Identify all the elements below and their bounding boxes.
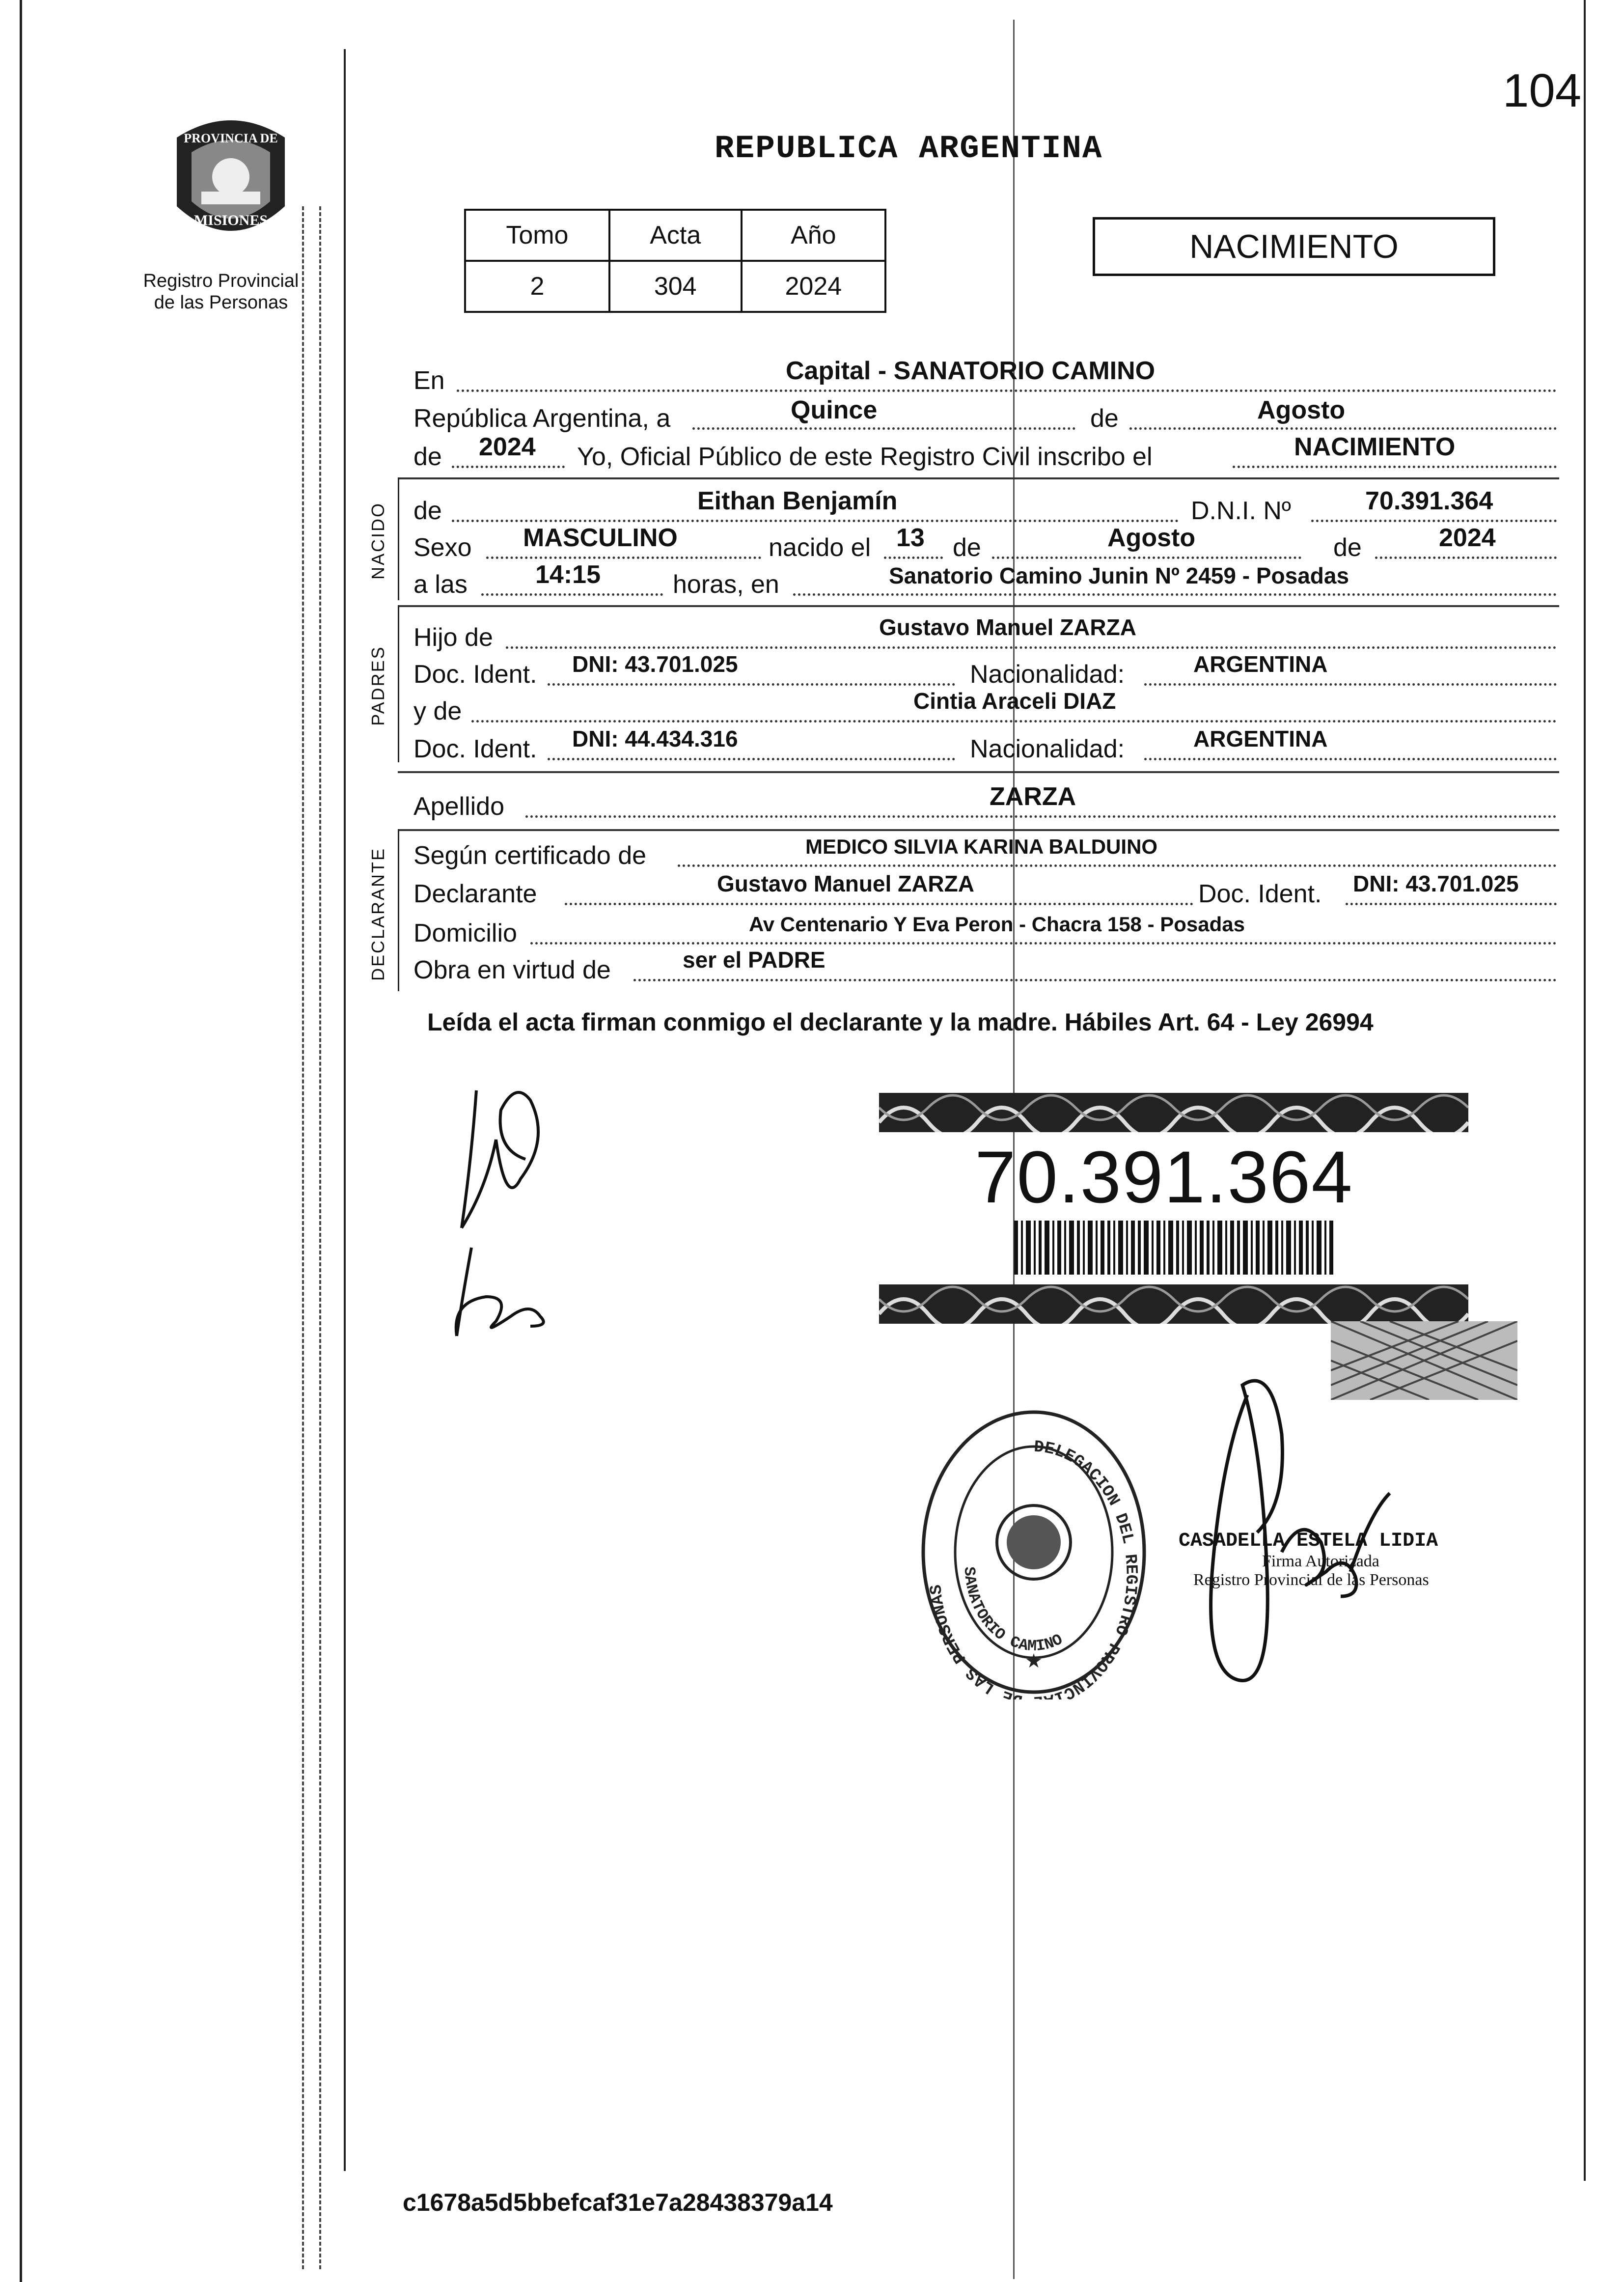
name-dots: [452, 520, 1179, 522]
acta-value-ano: 2024: [742, 261, 885, 312]
domicilio-label: Domicilio: [413, 919, 517, 947]
father-doc-value: DNI: 43.701.025: [572, 651, 738, 677]
scan-dash-1: [302, 206, 304, 2269]
father-dots: [506, 646, 1557, 649]
registry-line-1: Registro Provincial: [143, 271, 299, 291]
country-title: REPUBLICA ARGENTINA: [715, 130, 1103, 167]
stamp-ring-text: DELEGACION DEL REGISTRO PROVINCIA DE LAS PERSONAS: [927, 1438, 1140, 1699]
act-value: NACIMIENTO: [1294, 433, 1456, 461]
declarante-value: Gustavo Manuel ZARZA: [717, 871, 974, 896]
year-dots: [452, 466, 565, 468]
acta-header-tomo: Tomo: [465, 210, 609, 261]
mother-nationality-value: ARGENTINA: [1193, 726, 1328, 751]
logo-text-top: PROVINCIA DE: [184, 131, 278, 145]
child-dni-value: 70.391.364: [1365, 487, 1493, 515]
birth-de-label-2: de: [1333, 533, 1362, 562]
sexo-dots: [486, 557, 761, 559]
father-doc-dots: [548, 683, 955, 686]
official-block: [1179, 1530, 1571, 1589]
margin-line-left: [344, 49, 346, 2171]
mother-nat-dots: [1144, 758, 1557, 760]
scan-edge-left: [20, 0, 22, 2282]
time-dots: [481, 593, 663, 596]
mother-name-value: Cintia Araceli DIAZ: [913, 688, 1116, 714]
official-name: CASADELLA ESTELA LIDIA: [1179, 1530, 1438, 1552]
act-type-box: NACIMIENTO: [1093, 217, 1495, 276]
birth-de-label: de: [953, 533, 981, 562]
hijo-de-label: Hijo de: [413, 623, 493, 652]
apellido-dots: [525, 815, 1557, 818]
month-value: Agosto: [1257, 396, 1346, 424]
nacido-el-label: nacido el: [769, 533, 871, 562]
province-coat-of-arms: [157, 108, 304, 255]
nacido-section-label: NACIDO: [368, 502, 388, 580]
official-title: Firma Autorizada: [1262, 1552, 1379, 1570]
page-number: 104: [1503, 64, 1582, 117]
stamp-star-icon: ★: [1025, 1650, 1043, 1672]
birth-year-dots: [1375, 557, 1557, 559]
day-de-label: de: [1090, 404, 1119, 433]
declarante-label: Declarante: [413, 880, 537, 908]
padres-bracket: [398, 605, 399, 762]
domicilio-value: Av Centenario Y Eva Peron - Chacra 158 - Posadas: [749, 913, 1245, 936]
father-nat-dots: [1144, 683, 1557, 686]
father-name-value: Gustavo Manuel ZARZA: [879, 614, 1136, 640]
official-stamp: [916, 1405, 1152, 1699]
declarante-dots: [565, 903, 1193, 905]
mother-dots: [471, 720, 1557, 723]
month-dots: [1129, 427, 1557, 430]
declarante-section-label: DECLARANTE: [368, 847, 388, 981]
year-value: 2024: [479, 433, 536, 461]
svg-text:SANATORIO CAMINO: [960, 1566, 1066, 1655]
cert-dots: [678, 864, 1557, 867]
act-dots: [1233, 466, 1557, 468]
declarante-bracket: [398, 829, 399, 991]
mother-doc-label: Doc. Ident.: [413, 735, 537, 763]
obra-label: Obra en virtud de: [413, 956, 611, 984]
registry-line-2: de las Personas: [154, 292, 288, 313]
domicilio-dots: [530, 942, 1557, 945]
nacido-de-label: de: [413, 497, 442, 525]
apellido-top-rule: [398, 771, 1559, 773]
day-value: Quince: [791, 396, 878, 424]
y-de-label: y de: [413, 697, 462, 725]
acta-table: [464, 209, 886, 313]
nacido-top-rule: [398, 477, 1559, 479]
acta-value-acta: 304: [609, 261, 742, 312]
official-org: Registro Provincial de las Personas: [1193, 1571, 1429, 1589]
father-doc-label: Doc. Ident.: [413, 660, 537, 689]
acta-header-acta: Acta: [609, 210, 742, 261]
stamp-inner-text: SANATORIO CAMINO: [960, 1566, 1066, 1656]
declarante-top-rule: [398, 829, 1559, 831]
mother-nationality-label: Nacionalidad:: [970, 735, 1125, 763]
apellido-value: ZARZA: [990, 782, 1076, 811]
republica-label: República Argentina, a: [413, 404, 671, 433]
padres-section-label: PADRES: [368, 645, 388, 726]
security-band-bottom: [879, 1284, 1468, 1324]
official-text: Yo, Oficial Público de este Registro Civil inscribo el: [577, 443, 1153, 471]
alas-label: a las: [413, 570, 468, 599]
obra-value: ser el PADRE: [683, 947, 826, 973]
en-dots: [457, 390, 1557, 392]
dni-dots: [1311, 520, 1557, 522]
declarant-signature: [442, 1081, 570, 1238]
mother-signature: [442, 1243, 560, 1341]
sexo-label: Sexo: [413, 533, 472, 562]
dni-label: D.N.I. Nº: [1191, 497, 1291, 525]
apellido-label: Apellido: [413, 792, 505, 821]
signature-note: Leída el acta firman conmigo el declarante y la madre. Hábiles Art. 64 - Ley 26994: [427, 1008, 1374, 1036]
logo-text-bottom: MISIONES: [193, 212, 268, 228]
declarante-doc-value: DNI: 43.701.025: [1353, 871, 1519, 896]
declarante-doc-label: Doc. Ident.: [1198, 880, 1322, 908]
registry-name: [133, 270, 309, 313]
mother-doc-value: DNI: 44.434.316: [572, 726, 738, 751]
father-nationality-value: ARGENTINA: [1193, 651, 1328, 677]
birth-day-value: 13: [896, 524, 925, 552]
mother-doc-dots: [548, 758, 955, 760]
barcode: [1014, 1221, 1333, 1275]
acta-value-tomo: 2: [465, 261, 609, 312]
padres-top-rule: [398, 605, 1559, 607]
birth-place-value: Sanatorio Camino Junin Nº 2459 - Posadas: [889, 563, 1349, 588]
place-dots: [793, 593, 1557, 596]
acta-header-ano: Año: [742, 210, 885, 261]
birth-month-dots: [992, 557, 1301, 559]
child-name-value: Eithan Benjamín: [697, 487, 898, 515]
document-id-number: 70.391.364: [975, 1136, 1353, 1218]
birth-day-dots: [884, 557, 943, 559]
margin-line-right: [1584, 0, 1586, 2181]
birth-month-value: Agosto: [1107, 524, 1196, 552]
horas-label: horas, en: [673, 570, 779, 599]
en-label: En: [413, 366, 445, 395]
birth-time-value: 14:15: [535, 560, 601, 589]
en-value: Capital - SANATORIO CAMINO: [786, 357, 1156, 385]
cert-value: MEDICO SILVIA KARINA BALDUINO: [805, 835, 1158, 858]
scan-dash-2: [319, 206, 321, 2269]
cert-label: Según certificado de: [413, 841, 647, 870]
nacido-bracket: [398, 477, 399, 600]
security-band-top: [879, 1093, 1468, 1132]
year-de-label: de: [413, 443, 442, 471]
day-dots: [692, 427, 1075, 430]
birth-year-value: 2024: [1439, 524, 1496, 552]
sexo-value: MASCULINO: [523, 524, 678, 552]
document-hash: c1678a5d5bbefcaf31e7a28438379a14: [403, 2189, 833, 2216]
obra-dots: [633, 979, 1557, 981]
declarante-doc-dots: [1346, 903, 1557, 905]
father-nationality-label: Nacionalidad:: [970, 660, 1125, 689]
